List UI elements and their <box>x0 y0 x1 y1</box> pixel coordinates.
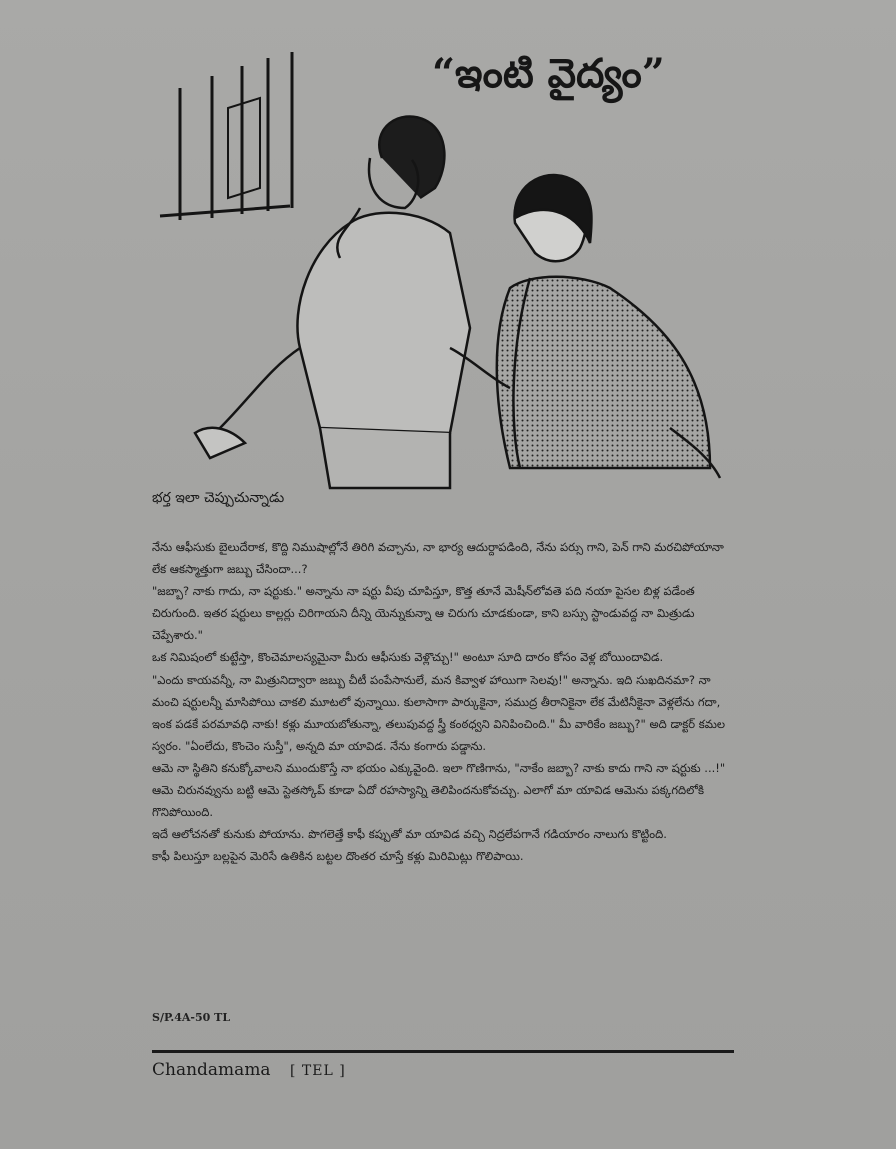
couple-illustration <box>150 48 740 508</box>
publication-name: Chandamama <box>152 1060 271 1080</box>
story-paragraph: ఇదే ఆలోచనతో కునుకు పోయాను. పొగలెత్తే కాఫీ కప్పుతో మా యావిడ వచ్చి నిద్రలేపగానే గడియారం నాలుగు కొట్టింది. <box>152 827 667 842</box>
story-paragraph: ఆమె నా స్థితిని కనుక్కోవాలని ముందుకొస్తే నా భయం ఎక్కువైంది. ఇలా గొణిగాను, "నాకేం జబ్బా? నాకు కాదు గాని నా షర్టుకు ...!" ఆమె చిరునవ్వును బట్టి ఆమె స్టెతస్కోప్ కూడా ఏదో రహస్యాన్ని తెలిపిందనుకోవచ్చు. ఎలాగో మా యావిడ ఆమెను పక్కగదిలోకి గొనిపోయింది. <box>152 760 726 820</box>
story-paragraph: "ఎందు కాయవన్నీ, నా మిత్రునిద్వారా జబ్బు చీటీ పంపేసానులే, మన కివ్వాళ హాయిగా సెలవు!" అన్నాను. ఇది సుఖదినమా? నా మంచి షర్టులన్నీ మాసిపోయి చాకలి మూటలో వున్నాయి. కులాసాగా పార్కుకైనా, సముద్ర తీరానికైనా లేక మేటినీకైనా వెళ్లలేను గదా, ఇంక పడకే పరమావధి నాకు! కళ్లు మూయబోతున్నా, తలుపువద్ద స్త్రీ కంఠధ్వని వినిపించింది." మీ వారికేం జబ్బు?" అది డాక్టర్ కమల స్వరం. "ఏంలేదు, కొంచెం సుస్తీ", అన్నది మా యావిడ. నేను కంగారు పడ్డాను. <box>152 672 726 753</box>
footer-divider <box>152 1050 734 1053</box>
footer <box>152 1058 552 1083</box>
woman-drawing <box>450 175 720 478</box>
edition-tag: [ TEL ] <box>289 1063 346 1079</box>
caption-text: భర్త ఇలా చెప్పుచున్నాడు <box>152 490 285 506</box>
story-paragraph: "జబ్బా? నాకు గాదు, నా షర్టుకు." అన్నాను నా షర్టు వీపు చూపిస్తూ, కొత్త తూనే మెషీన్‌లోవతె పది నయా పైసల బిళ్ల పడేంత చిరుగుంది. ఇతర షర్టులు కాల్లర్లు చిరిగాయని దీన్ని యెన్నుకున్నా ఆ చిరుగు చూడకుండా, కాని బస్సు స్టాండువద్ద నా మిత్రుడు చెప్పేశారు." <box>152 584 695 643</box>
story-body <box>152 536 732 867</box>
man-drawing <box>195 116 470 488</box>
story-paragraph: నేను ఆఫీసుకు బైలుదేరాక, కొద్ది నిముషాల్లోనే తిరిగి వచ్చాను, నా భార్య ఆదుర్దాపడింది, నేను పర్సు గాని, పెన్ గాని మరచిపోయానా లేక ఆకస్మాత్తుగా జబ్బు చేసిందా...? <box>152 540 724 577</box>
window-drawing <box>160 52 292 220</box>
story-paragraph: ఒక నిమిషంలో కుట్టేస్తా, కొంచెమాలస్యమైనా మీరు ఆఫీసుకు వెళ్లొచ్చు!" అంటూ సూది దారం కోసం వెళ్ల బోయిందావిడ. <box>152 650 664 665</box>
page-title: “ఇంటి వైద్యం” <box>432 50 665 97</box>
ad-code: S/P.4A-50 TL <box>152 1011 231 1024</box>
story-paragraph: కాఫీ పిలుస్తూ బల్లపైన మెరిసే ఉతికిన బట్టల దొంతర చూస్తే కళ్లు మిరిమిట్లు గొలిపాయి. <box>152 849 524 864</box>
